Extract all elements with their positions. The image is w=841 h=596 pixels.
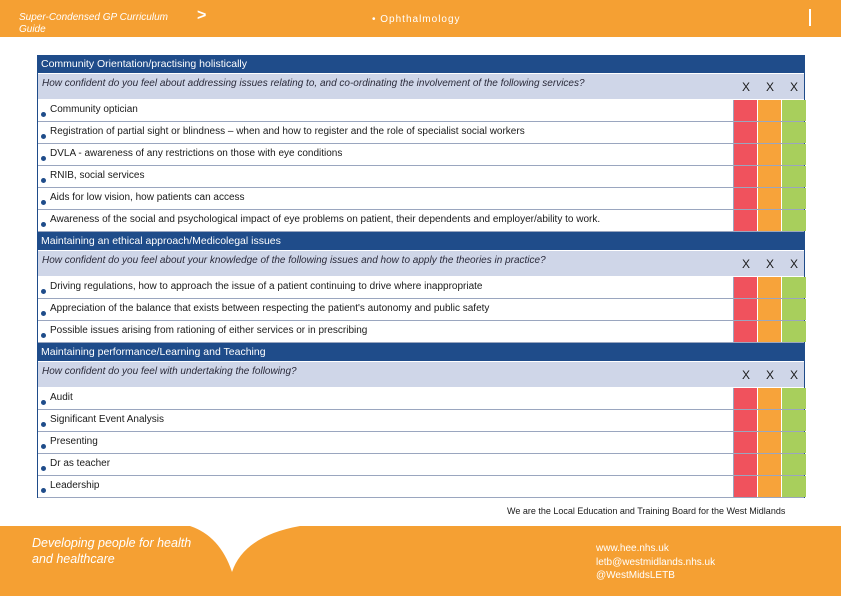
rating-green-cell[interactable] xyxy=(782,210,806,231)
rating-green-cell[interactable] xyxy=(782,321,806,342)
item-label xyxy=(38,321,734,342)
rating-green-cell[interactable] xyxy=(782,166,806,187)
question-text: How confident do you feel with undertaking the following? xyxy=(42,366,297,377)
rating-red-cell[interactable] xyxy=(734,388,758,409)
rating-amber-cell[interactable] xyxy=(758,299,782,320)
rating-green-cell[interactable] xyxy=(782,410,806,431)
guide-title: Super-Condensed GP Curriculum Guide xyxy=(19,12,168,35)
bullet-icon xyxy=(41,156,46,161)
question-row xyxy=(38,74,804,100)
rating-red-cell[interactable] xyxy=(734,188,758,209)
rating-header: X xyxy=(789,368,798,382)
bullet-icon xyxy=(41,222,46,227)
list-item xyxy=(38,210,804,232)
rating-green-cell[interactable] xyxy=(782,188,806,209)
item-text: Appreciation of the balance that exists between respecting the patient's autonomy and public safety xyxy=(50,303,490,314)
item-text: Possible issues arising from rationing of either services or in prescribing xyxy=(50,325,368,336)
rating-red-cell[interactable] xyxy=(734,210,758,231)
list-item xyxy=(38,410,804,432)
item-text: Driving regulations, how to approach the issue of a patient continuing to drive where inappropriate xyxy=(50,281,483,292)
rating-red-cell[interactable] xyxy=(734,144,758,165)
rating-red-cell[interactable] xyxy=(734,432,758,453)
item-text: DVLA - awareness of any restrictions on those with eye conditions xyxy=(50,148,343,159)
list-item xyxy=(38,388,804,410)
list-item xyxy=(38,476,804,498)
list-item xyxy=(38,454,804,476)
rating-amber-cell[interactable] xyxy=(758,166,782,187)
rating-amber-cell[interactable] xyxy=(758,277,782,298)
list-item xyxy=(38,432,804,454)
rating-red-cell[interactable] xyxy=(734,122,758,143)
bullet-icon xyxy=(41,289,46,294)
rating-amber-cell[interactable] xyxy=(758,476,782,497)
item-label xyxy=(38,122,734,143)
rating-amber-cell[interactable] xyxy=(758,321,782,342)
list-item xyxy=(38,299,804,321)
rating-red-cell[interactable] xyxy=(734,100,758,121)
question-text: How confident do you feel about addressing issues relating to, and co-ordinating the involvement of the following services? xyxy=(42,78,585,89)
item-label xyxy=(38,166,734,187)
item-label xyxy=(38,210,734,231)
item-label xyxy=(38,476,734,497)
rating-green-cell[interactable] xyxy=(782,299,806,320)
list-item xyxy=(38,100,804,122)
rating-header: X xyxy=(789,80,798,94)
rating-header: X xyxy=(741,368,750,382)
twitter-handle[interactable]: @WestMidsLETB xyxy=(596,570,675,581)
rating-amber-cell[interactable] xyxy=(758,210,782,231)
item-text: Leadership xyxy=(50,480,100,491)
rating-green-cell[interactable] xyxy=(782,100,806,121)
rating-green-cell[interactable] xyxy=(782,122,806,143)
rating-red-cell[interactable] xyxy=(734,454,758,475)
item-label xyxy=(38,299,734,320)
item-label xyxy=(38,388,734,409)
rating-header: X xyxy=(765,368,774,382)
email-link[interactable]: letb@westmidlands.nhs.uk xyxy=(596,556,716,568)
rating-header: X xyxy=(765,257,774,271)
list-item xyxy=(38,144,804,166)
item-text: Registration of partial sight or blindness – when and how to register and the role of specialist social workers xyxy=(50,126,525,137)
item-text: Presenting xyxy=(50,436,98,447)
bottom-banner xyxy=(0,526,841,596)
rating-amber-cell[interactable] xyxy=(758,454,782,475)
list-item xyxy=(38,166,804,188)
bullet-icon xyxy=(41,466,46,471)
rating-green-cell[interactable] xyxy=(782,454,806,475)
item-text: Significant Event Analysis xyxy=(50,414,164,425)
rating-header: X xyxy=(765,80,774,94)
contact-block xyxy=(596,542,715,583)
rating-amber-cell[interactable] xyxy=(758,122,782,143)
rating-red-cell[interactable] xyxy=(734,476,758,497)
list-item xyxy=(38,188,804,210)
confidence-grid xyxy=(37,55,805,498)
item-text: Aids for low vision, how patients can access xyxy=(50,192,245,203)
website-link[interactable]: www.hee.nhs.uk xyxy=(596,543,669,554)
rating-amber-cell[interactable] xyxy=(758,100,782,121)
section-label: • Ophthalmology xyxy=(372,14,461,25)
item-label xyxy=(38,188,734,209)
chevron-right-icon: > xyxy=(197,7,207,24)
rating-header: X xyxy=(741,80,750,94)
item-text: RNIB, social services xyxy=(50,170,145,181)
rating-red-cell[interactable] xyxy=(734,277,758,298)
rating-amber-cell[interactable] xyxy=(758,188,782,209)
section-header: Maintaining an ethical approach/Medicolegal issues xyxy=(38,232,804,251)
slogan: Developing people for health and healthcare xyxy=(32,536,192,566)
section-header: Maintaining performance/Learning and Teaching xyxy=(38,343,804,362)
rating-red-cell[interactable] xyxy=(734,321,758,342)
item-label xyxy=(38,277,734,298)
section-header: Community Orientation/practising holistically xyxy=(38,55,804,74)
lets-statement: We are the Local Education and Training Board for the West Midlands xyxy=(507,506,786,516)
item-label xyxy=(38,454,734,475)
top-banner xyxy=(0,0,841,37)
bullet-icon xyxy=(41,311,46,316)
item-label xyxy=(38,100,734,121)
rating-red-cell[interactable] xyxy=(734,166,758,187)
rating-green-cell[interactable] xyxy=(782,432,806,453)
bullet-icon xyxy=(41,488,46,493)
item-text: Community optician xyxy=(50,104,138,115)
bullet-icon xyxy=(41,422,46,427)
rating-amber-cell[interactable] xyxy=(758,432,782,453)
rating-amber-cell[interactable] xyxy=(758,410,782,431)
bullet-icon xyxy=(41,178,46,183)
bullet-icon xyxy=(41,112,46,117)
bullet-icon xyxy=(41,444,46,449)
item-text: Dr as teacher xyxy=(50,458,111,469)
question-row xyxy=(38,362,804,388)
rating-amber-cell[interactable] xyxy=(758,388,782,409)
rating-green-cell[interactable] xyxy=(782,388,806,409)
bullet-icon xyxy=(41,134,46,139)
rating-amber-cell[interactable] xyxy=(758,144,782,165)
rating-header: X xyxy=(741,257,750,271)
list-item xyxy=(38,277,804,299)
rating-header: X xyxy=(789,257,798,271)
bullet-icon xyxy=(41,200,46,205)
list-item xyxy=(38,321,804,343)
bullet-icon xyxy=(41,333,46,338)
header-divider xyxy=(809,9,811,26)
item-text: Audit xyxy=(50,392,73,403)
rating-red-cell[interactable] xyxy=(734,299,758,320)
item-label xyxy=(38,410,734,431)
question-row xyxy=(38,251,804,277)
bullet-icon xyxy=(41,400,46,405)
item-label xyxy=(38,144,734,165)
question-text: How confident do you feel about your knowledge of the following issues and how to apply the theories in practice? xyxy=(42,255,546,266)
item-label xyxy=(38,432,734,453)
rating-green-cell[interactable] xyxy=(782,144,806,165)
rating-red-cell[interactable] xyxy=(734,410,758,431)
list-item xyxy=(38,122,804,144)
item-text: Awareness of the social and psychological impact of eye problems on patient, their dependents and employer/ability to work. xyxy=(50,214,601,225)
rating-green-cell[interactable] xyxy=(782,277,806,298)
rating-green-cell[interactable] xyxy=(782,476,806,497)
